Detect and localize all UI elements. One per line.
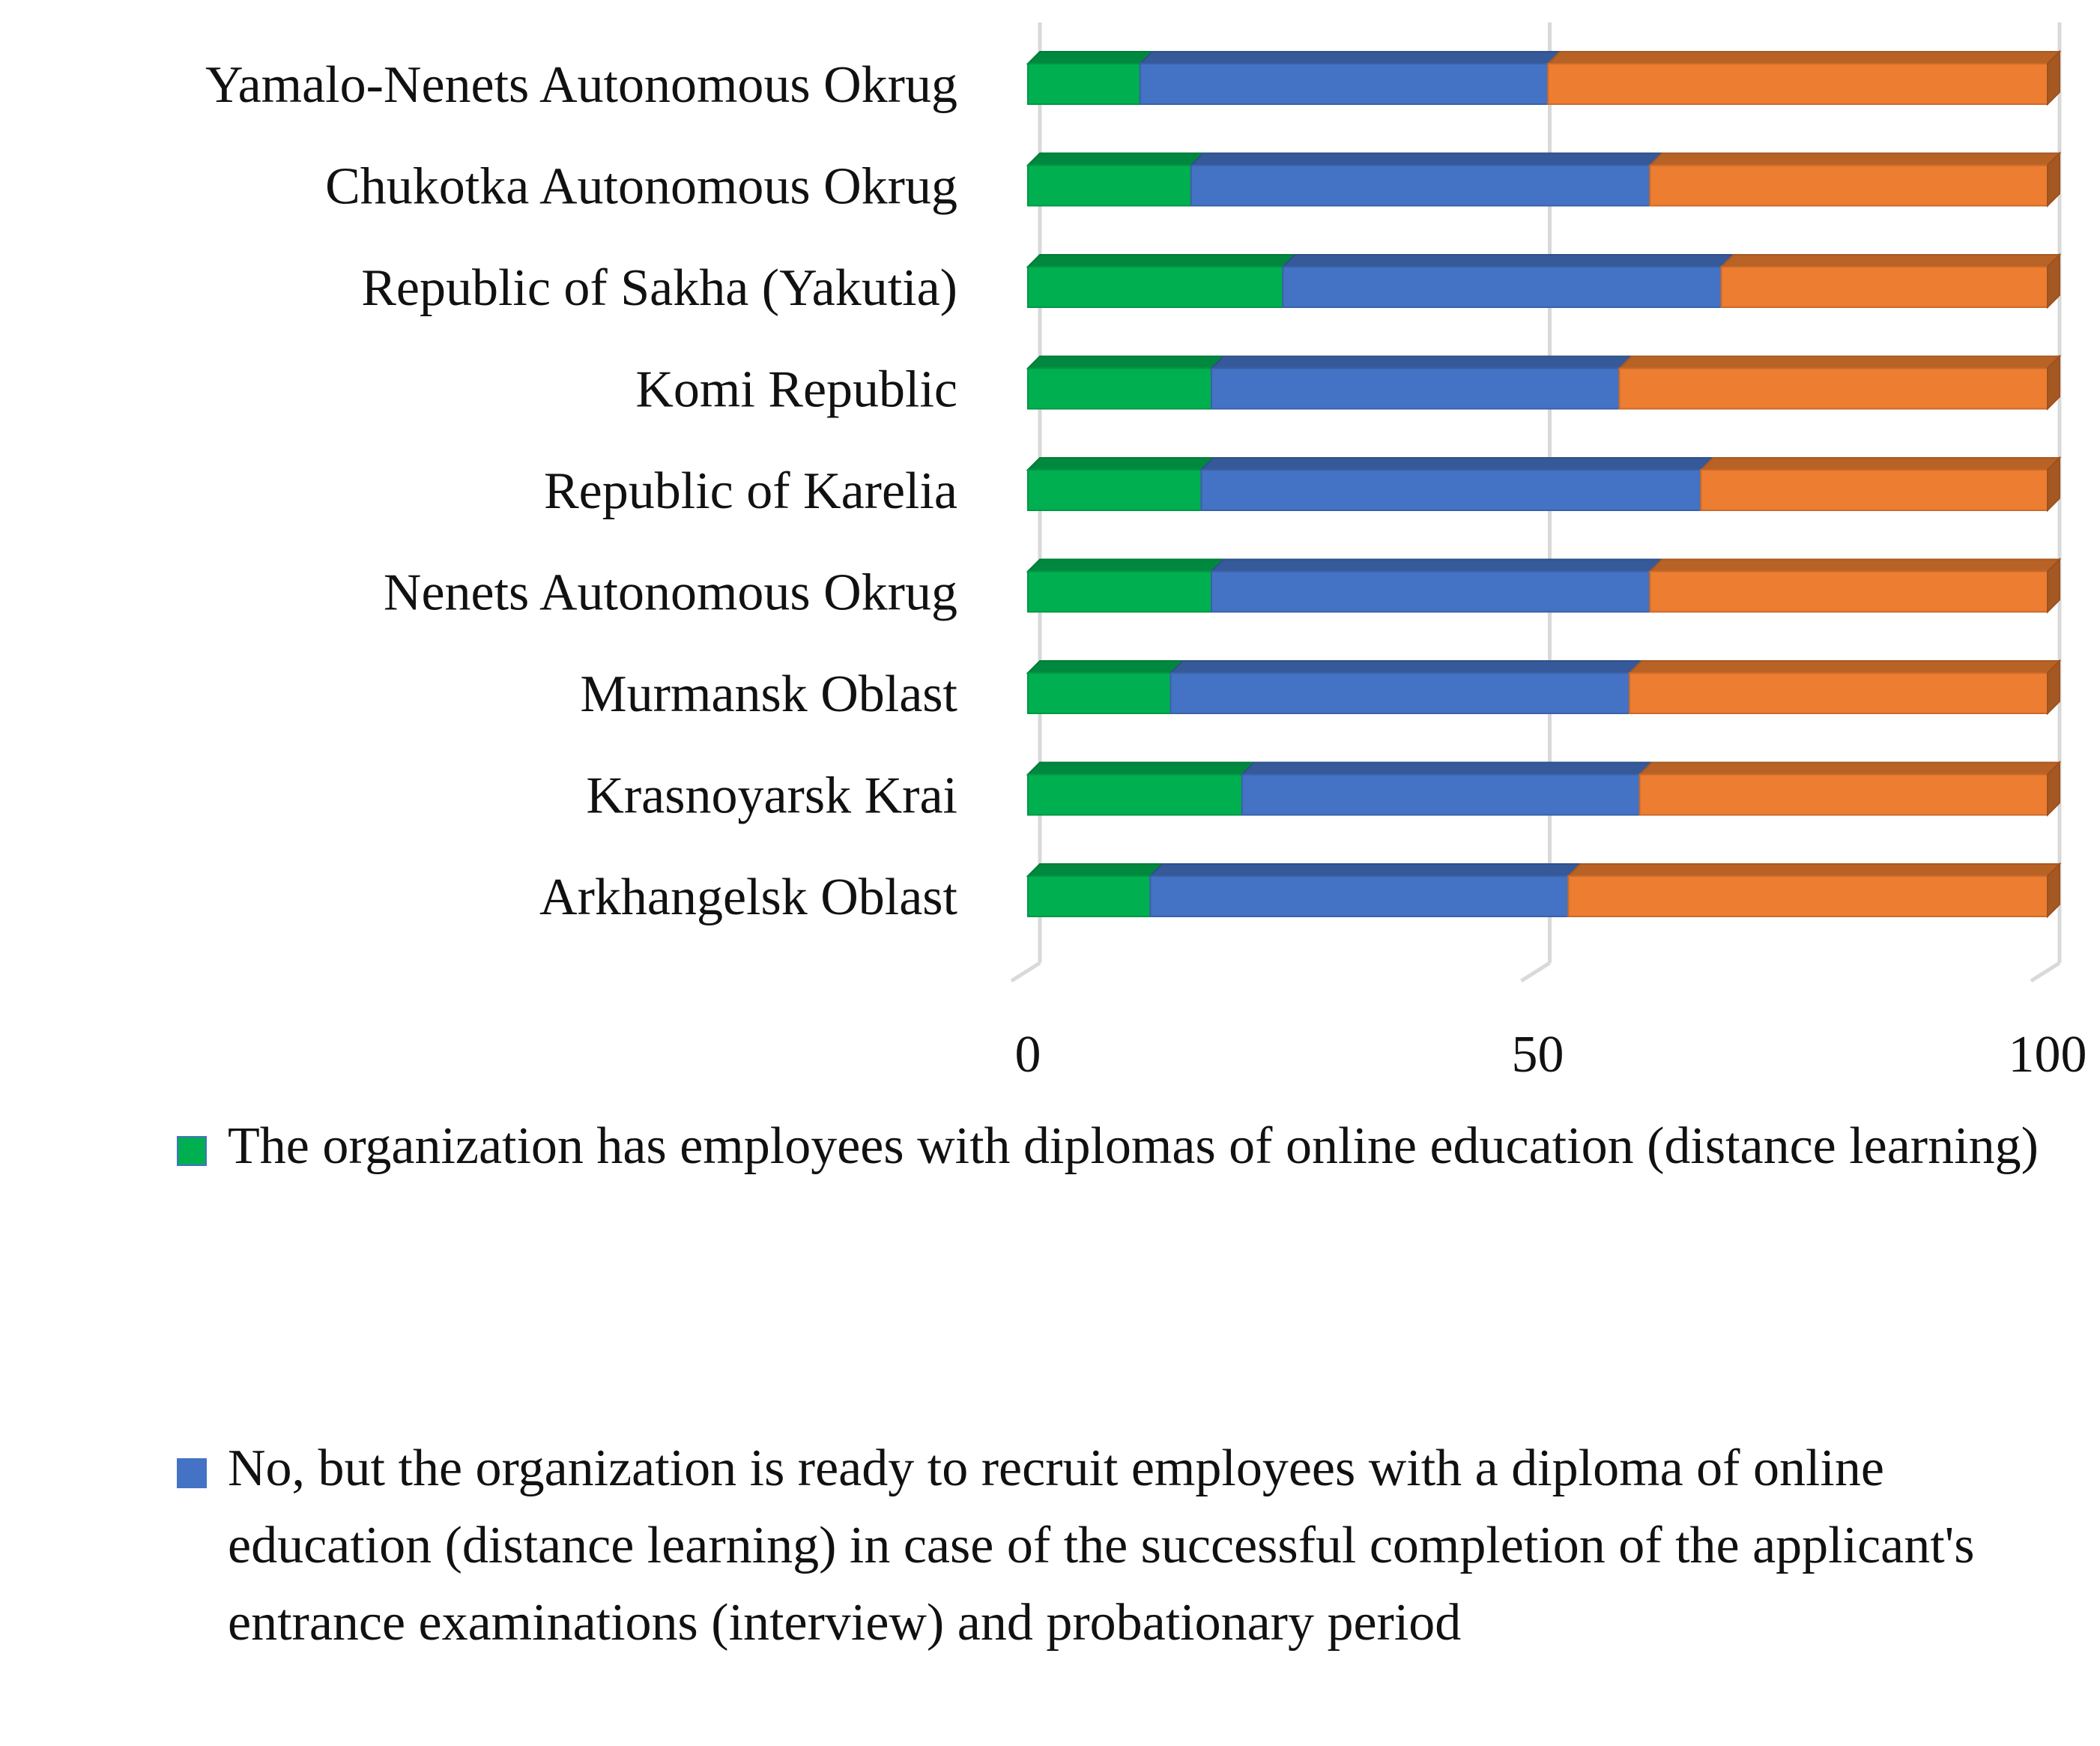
bar-group [1028, 763, 2060, 815]
bar-top-face [1191, 154, 1662, 166]
bar-group [1028, 154, 2060, 206]
bar-top-face [1650, 154, 2060, 166]
bars [1028, 52, 2060, 916]
bar-top-face [1028, 458, 1213, 470]
legend-swatch-green [177, 1136, 207, 1166]
bar-top-face [1721, 255, 2060, 267]
bar-top-face [1211, 560, 1662, 572]
bar-top-face [1630, 661, 2060, 673]
bar-top-face [1171, 661, 1641, 673]
bar-group [1028, 255, 2060, 307]
bar-segment [1640, 775, 2048, 815]
x-tick-label: 0 [1014, 1026, 1041, 1084]
category-label: Murmansk Oblast [580, 665, 957, 723]
bar-top-face [1028, 763, 1254, 775]
category-label: Nenets Autonomous Okrug [383, 564, 957, 622]
bar-segment [1568, 876, 2048, 916]
bar-top-face [1028, 864, 1162, 876]
category-labels [205, 56, 958, 926]
bar-segment [1701, 470, 2048, 510]
floor-edge-0 [1011, 963, 1040, 981]
bar-segment [1211, 369, 1619, 409]
bar-segment [1028, 673, 1171, 713]
category-label: Republic of Karelia [543, 462, 957, 520]
bar-segment [1028, 470, 1201, 510]
bar-segment [1150, 876, 1568, 916]
bar-segment [1283, 267, 1721, 307]
bar-segment [1242, 775, 1640, 815]
bar-segment [1140, 64, 1548, 104]
bar-segment [1171, 673, 1630, 713]
bar-segment [1650, 572, 2048, 612]
bar-top-face [1028, 357, 1223, 369]
category-label: Republic of Sakha (Yakutia) [361, 259, 957, 317]
floor-edge-50 [1522, 963, 1550, 981]
bar-group [1028, 661, 2060, 713]
legend-swatch-blue [177, 1458, 207, 1488]
bar-top-face [1640, 763, 2060, 775]
category-label: Krasnoyarsk Krai [586, 767, 957, 825]
bar-segment [1619, 369, 2048, 409]
legend-label-series-1: The organization has employees with diplomas of online education (distance learning) [228, 1117, 2039, 1175]
bar-group [1028, 357, 2060, 409]
category-label: Chukotka Autonomous Okrug [325, 157, 957, 216]
bar-top-face [1201, 458, 1713, 470]
bar-top-face [1568, 864, 2060, 876]
bar-top-face [1548, 52, 2060, 64]
x-tick-label: 50 [1511, 1026, 1564, 1084]
bar-segment [1650, 166, 2048, 206]
bar-top-face [1028, 255, 1295, 267]
bar-top-face [1140, 52, 1560, 64]
bar-segment [1028, 876, 1150, 916]
bar-group [1028, 52, 2060, 104]
bar-group [1028, 560, 2060, 612]
bar-segment [1028, 369, 1211, 409]
bar-segment [1028, 64, 1140, 104]
bar-top-face [1619, 357, 2060, 369]
bar-segment [1201, 470, 1701, 510]
bar-top-face [1028, 52, 1152, 64]
bar-segment [1028, 572, 1211, 612]
floor-edge-100 [2031, 963, 2060, 981]
bar-segment [1211, 572, 1650, 612]
category-label: Arkhangelsk Oblast [539, 869, 957, 926]
bar-top-face [1028, 154, 1203, 166]
bar-top-face [1150, 864, 1580, 876]
category-label: Komi Republic [635, 360, 957, 419]
bar-top-face [1242, 763, 1652, 775]
category-label: Yamalo-Nenets Autonomous Okrug [205, 56, 957, 114]
bar-segment [1028, 166, 1191, 206]
bar-top-face [1701, 458, 2060, 470]
bar-top-face [1211, 357, 1631, 369]
bar-segment [1028, 267, 1283, 307]
bar-top-face [1283, 255, 1733, 267]
legend-label-series-2: No, but the organization is ready to recruit employees with a diploma of online education (distance learning) in case of the successful completion of the applicant's entrance examinations (interview) and probationary period [228, 1440, 1975, 1652]
bar-top-face [1028, 661, 1183, 673]
bar-segment [1721, 267, 2048, 307]
bar-top-face [1650, 560, 2060, 572]
bar-segment [1028, 775, 1242, 815]
bar-group [1028, 864, 2060, 916]
x-tick-label: 100 [2008, 1026, 2087, 1084]
bar-top-face [1028, 560, 1223, 572]
bar-group [1028, 458, 2060, 510]
bar-segment [1191, 166, 1650, 206]
bar-segment [1630, 673, 2048, 713]
bar-segment [1548, 64, 2048, 104]
x-tick-labels [1015, 1026, 2087, 1084]
